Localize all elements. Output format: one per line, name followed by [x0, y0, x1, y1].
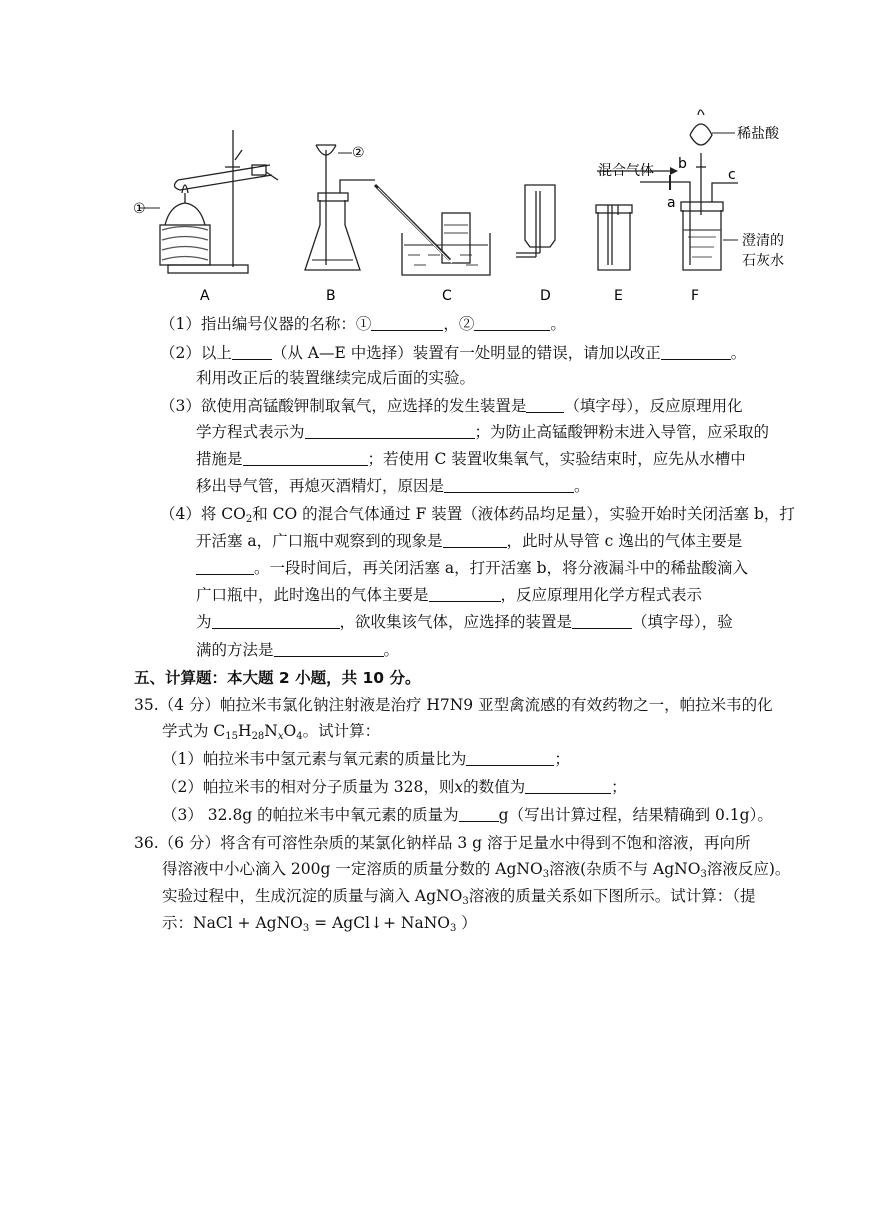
apparatus-figure [130, 105, 830, 310]
answer-blank[interactable] [474, 314, 550, 331]
valve-b-label: b [678, 156, 687, 172]
q2-line-1: （2）以上 （从 A—E 中选择）装置有一处明显的错误，请加以改正 。 [160, 344, 747, 362]
answer-blank[interactable] [466, 749, 554, 766]
answer-blank[interactable] [526, 396, 564, 413]
q36-line-4: 示：NaCl + AgNO$_3$ = AgCl↓+ NaNO$_3$ ） [162, 914, 477, 934]
apparatus-a [140, 130, 278, 273]
q3-line-1: （3）欲使用高锰酸钾制取氧气，应选择的发生装置是 （填字母），反应原理用化 [160, 397, 743, 415]
q4-line-6: 满的方法是 。 [196, 641, 400, 659]
apparatus-b [305, 145, 375, 270]
answer-blank[interactable] [444, 476, 574, 493]
valve-a-label: a [667, 195, 676, 211]
q36-line-3: 实验过程中，生成沉淀的质量与滴入 AgNO$_3$溶液的质量关系如下图所示。试计算：（提 [162, 887, 756, 907]
answer-blank[interactable] [371, 314, 443, 331]
answer-blank[interactable] [443, 531, 507, 548]
limewater-label-2: 石灰水 [742, 253, 784, 269]
answer-blank[interactable] [459, 805, 499, 822]
q4-line-2: 开活塞 a，广口瓶中观察到的现象是 ，此时从导管 c 逸出的气体主要是 [196, 532, 743, 550]
label-c: C [442, 288, 452, 304]
answer-blank[interactable] [525, 777, 611, 794]
q1-line: （1）指出编号仪器的名称：① ，② 。 [160, 315, 566, 333]
answer-blank[interactable] [305, 422, 475, 439]
mixed-gas-label: 混合气体 [598, 163, 654, 179]
label-d: D [540, 288, 551, 304]
apparatus-d [516, 185, 555, 257]
answer-blank[interactable] [572, 612, 632, 629]
answer-blank[interactable] [661, 343, 731, 360]
q36-line-1: 36.（6 分）将含有可溶性杂质的某氯化钠样品 3 g 溶于足量水中得到不饱和溶液，再向所 [134, 834, 751, 852]
marker-1: ① [133, 201, 146, 217]
q4-line-4: 广口瓶中，此时逸出的气体主要是 ，反应原理用化学方程式表示 [196, 586, 703, 604]
q35-line-5: （3） 32.8g 的帕拉米韦中氧元素的质量为 g（写出计算过程，结果精确到 0.1g）。 [162, 806, 773, 824]
apparatus-drawing [130, 105, 830, 310]
label-f: F [691, 288, 700, 304]
q2-line-2: 利用改正后的装置继续完成后面的实验。 [196, 369, 476, 387]
q36-line-2: 得溶液中小心滴入 200g 一定溶质的质量分数的 AgNO$_3$溶液(杂质不与 AgNO$_3$溶液反应)。 [162, 860, 791, 880]
answer-blank[interactable] [212, 612, 340, 629]
apparatus-e [596, 205, 632, 270]
tube-c-label: c [728, 167, 736, 183]
limewater-label-1: 澄清的 [742, 233, 784, 249]
q4-line-1: （4）将 $CO_2$和 CO 的混合气体通过 F 装置（液体药品均足量），实验开始时关闭活塞 b，打 [160, 505, 795, 525]
q35-line-2: 学式为 $C_{15}H_{28}N_xO_4$。试计算： [162, 722, 381, 742]
dilute-hcl-label: 稀盐酸 [737, 126, 779, 142]
label-b: B [326, 288, 336, 304]
q3-line-3: 措施是 ；若使用 C 装置收集氧气，实验结束时，应先从水槽中 [196, 450, 746, 468]
q4-line-5: 为 ，欲收集该气体，应选择的装置是 （填字母），验 [196, 613, 733, 631]
section-5-heading: 五、计算题：本大题 2 小题，共 10 分。 [134, 669, 421, 687]
answer-blank[interactable] [196, 558, 254, 575]
answer-blank[interactable] [232, 343, 272, 360]
answer-blank[interactable] [429, 585, 501, 602]
q35-line-4: （2）帕拉米韦的相对分子质量为 328，则x的数值为 ； [162, 778, 627, 796]
answer-blank[interactable] [274, 640, 384, 657]
q35-line-1: 35.（4 分）帕拉米韦氯化钠注射液是治疗 H7N9 亚型禽流感的有效药物之一，帕拉米韦的化 [134, 696, 773, 714]
label-a: A [200, 288, 210, 304]
apparatus-c [375, 185, 490, 275]
label-e: E [614, 288, 623, 304]
answer-blank[interactable] [243, 449, 368, 466]
marker-2: ② [352, 145, 365, 161]
q3-line-4: 移出导气管，再熄灭酒精灯，原因是 。 [196, 477, 590, 495]
apparatus-f [640, 110, 738, 270]
q4-line-3: 。一段时间后，再关闭活塞 a，打开活塞 b，将分液漏斗中的稀盐酸滴入 [196, 557, 748, 579]
q35-line-3: （1）帕拉米韦中氢元素与氧元素的质量比为 ； [162, 750, 570, 768]
q3-line-2: 学方程式表示为 ；为防止高锰酸钾粉末进入导管，应采取的 [196, 423, 770, 441]
